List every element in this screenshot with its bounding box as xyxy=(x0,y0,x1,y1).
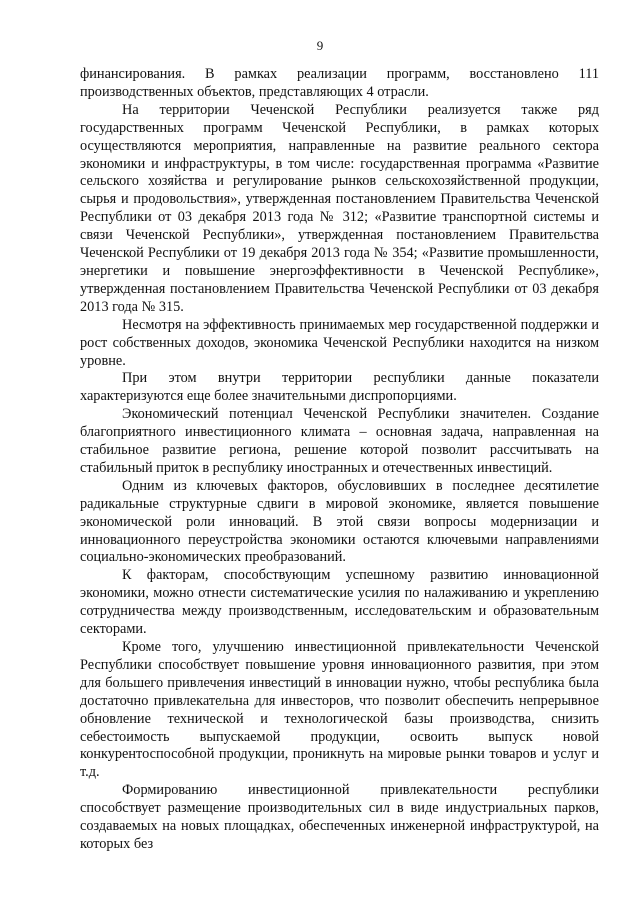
paragraph-1: финансирования. В рамках реализации программ, восстановлено 111 производственных объектов, представляющих 4 отрасли. xyxy=(80,66,599,100)
paragraph-4: При этом внутри территории республики данные показатели характеризуются еще более значительными диспропорциями. xyxy=(80,370,599,405)
paragraph-7: К факторам, способствующим успешному развитию инновационной экономики, можно отнести систематические усилия по налаживанию и укреплению сотрудничества между производственным, исследовательским и образовательным секторами. xyxy=(80,567,599,638)
paragraph-9: Формированию инвестиционной привлекательности республики способствует размещение производительных сил в виде индустриальных парков, создаваемых на новых площадках, обеспеченных инженерной инфраструктурой, на которых без xyxy=(80,782,599,852)
paragraph-3: Несмотря на эффективность принимаемых мер государственной поддержки и рост собственных доходов, экономика Чеченской Республики находится на низком уровне. xyxy=(80,316,599,369)
paragraph-6: Одним из ключевых факторов, обусловивших в последнее десятилетие радикальные структурные сдвиги в мировой экономике, является повышение экономической роли инноваций. В этой связи вопросы модернизации и инновационного переустройства экономики остаются ключевыми направлениями социально-экономических преобразований. xyxy=(80,477,599,566)
paragraph-5: Экономический потенциал Чеченской Республики значителен. Создание благоприятного инвестиционного климата – основная задача, направленная на стабильное развитие региона, решение которой позволит рассчитывать на стабильный приток в республику иностранных и отечественных инвестиций. xyxy=(80,406,599,476)
paragraph-2: На территории Чеченской Республики реализуется также ряд государственных программ Чеченской Республики, в рамках которых осуществляются мероприятия, направленные на развитие реального сектора экономики и инфраструктуры, в том числе: государственная программа «Развитие сельского хозяйства и регулирование рынков сельскохозяйственной продукции, сырья и продовольствия», утвержденная постановлением Правительства Чеченской Республики от 03 декабря 2013 года № 312; «Развитие транспортной системы и связи Чеченской Республики», утвержденная постановлением Правительства Чеченской Республики от 19 декабря 2013 года № 354; «Развитие промышленности, энергетики и повышение энергоэффективности в Чеченской Республике», утвержденная постановлением Правительства Чеченской Республики от 03 декабря 2013 года № 315. xyxy=(80,101,599,315)
paragraph-8: Кроме того, улучшению инвестиционной привлекательности Чеченской Республики способствует повышение уровня инновационного развития, при этом для большего привлечения инвестиций в инновации нужно, чтобы республика была достаточно привлекательна для инвесторов, что позволит обеспечить непрерывное обновление технической и технологической базы производства, снизить себестоимость выпускаемой продукции, освоить выпуск новой конкурентоспособной продукции, проникнуть на мировые рынки товаров и услуг и т.д. xyxy=(80,639,599,781)
document-body xyxy=(80,66,599,854)
page-number: 9 xyxy=(316,38,324,53)
